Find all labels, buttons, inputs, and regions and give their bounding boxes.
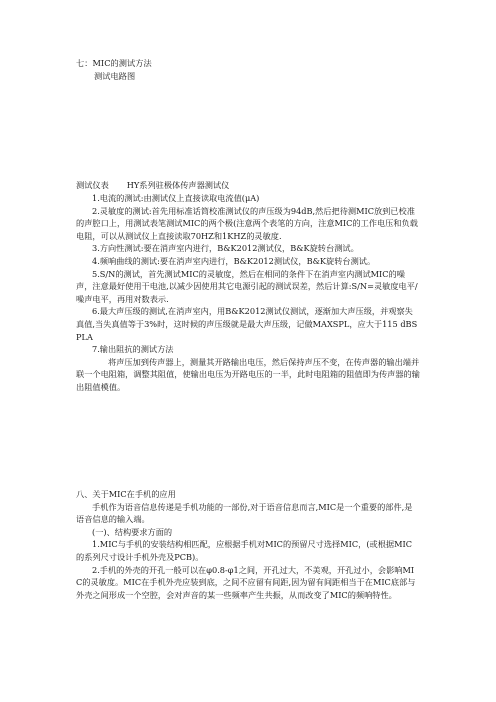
section-7-body — [76, 192, 420, 394]
section-8-title: 八、关于MIC在手机的应用 — [76, 489, 176, 499]
test-item-5: 5.S/N的测试，首先测试MIC的灵敏度，然后在相同的条件下在消声室内测试MIC的噪声，注意最好使用干电池,以减少因使用其它电源引起的测试误差，然后计算:S/N=灵敏度电平/噪声电平，再用对数表示. — [76, 268, 418, 304]
section-7-title: 七：MIC的测试方法 — [76, 58, 152, 68]
test-item-7: 7.输出阻抗的测试方法 — [92, 344, 174, 355]
test-item-1: 1.电流的测试:由测试仪上直接读取电流值(μA) — [92, 193, 260, 203]
structure-item-1: 1.MIC与手机的安装结构相匹配，应根据手机对MIC的预留尺寸选择MIC，(或根据MIC的系列尺寸设计手机外壳及PCB)。 — [76, 539, 412, 562]
instrument-value: HY系列驻极体传声器测试仪 — [126, 180, 230, 190]
instrument-line — [76, 180, 229, 191]
section-8-intro: 手机作为语音信息传递是手机功能的一部份,对于语音信息而言,MIC是一个重要的部件,是语音信息的输入端。 — [76, 501, 413, 525]
test-item-3: 3.方向性测试:要在消声室内进行，B&K2012测试仪，B&K旋转台测试。 — [92, 243, 359, 254]
impedance-method-text: 将声压加到传声器上，测量其开路输出电压，然后保持声压不变，在传声器的输出端并联一个电阻箱，调整其阻值，使输出电压为开路电压的一半，此时电阻箱的阻值即为传声器的输出阻值模值。 — [76, 356, 420, 392]
section-7-subtitle: 测试电路图 — [94, 71, 136, 81]
test-item-6: 6.最大声压级的测试,在消声室内，用B&K2012测试仪测试，逐渐加大声压级，并观察失真值,当失真值等于3%时，这时候的声压级就是最大声压级，记做MAXSPL，应大于115 dBSPLA — [76, 306, 418, 342]
test-item-2: 2.灵敏度的测试:首先用标准话筒校准测试仪的声压级为94dB,然后把待测MIC放到已校准的声腔口上，用测试表笔测试MIC的两个极(注意两个表笔的方向，注意MIC的工作电压和负载电阻，可以从测试仪上直接读取70HZ和1KHZ的灵敏度. — [76, 205, 418, 241]
structure-item-2: 2.手机的外壳的开孔一般可以在φ0.8-φ1之间，开孔过大，不美观，开孔过小，会影响MIC的灵敏度。MIC在手机外壳应装到底，之间不应留有间距,因为留有间距相当于在MIC底部与外壳之间形成一个空腔，会对声音的某一些频率产生共振，从而改变了MIC的频响特性。 — [76, 564, 416, 600]
section-8-subheading: (一)、结构要求方面的 — [92, 526, 173, 537]
test-item-4: 4.频响曲线的测试:要在消声室内进行，B&K2012测试仪，B&K旋转台测试。 — [92, 255, 376, 266]
instrument-label: 测试仪表 — [76, 180, 109, 190]
section-8-body — [76, 488, 420, 601]
